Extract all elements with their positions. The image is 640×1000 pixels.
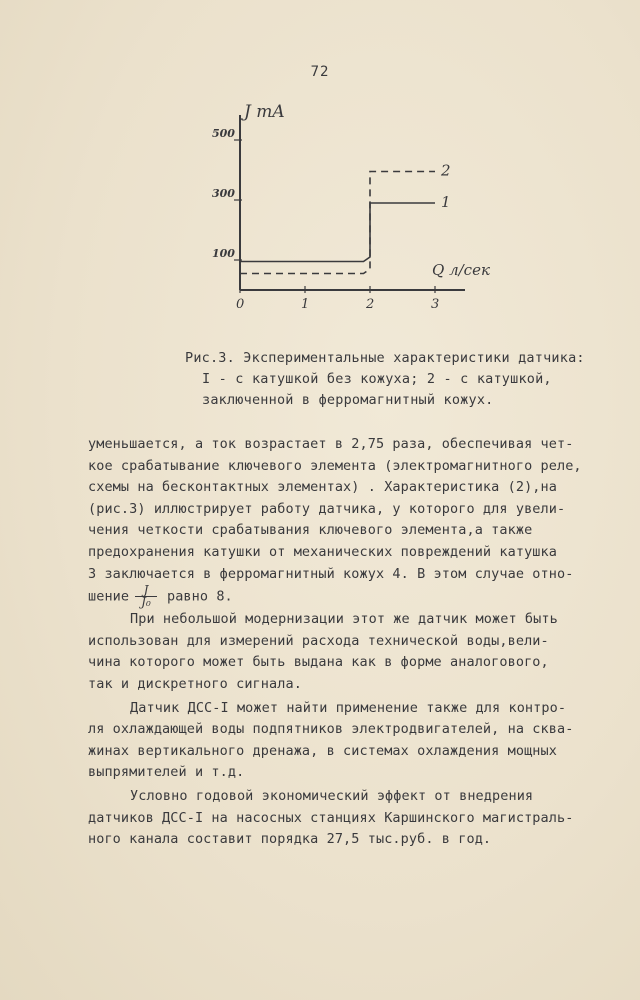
text-line: чения четкости срабатывания ключевого элемента,а также: [88, 522, 533, 539]
text-line: датчиков ДСС-I на насосных станциях Каршинского магистраль-: [88, 809, 574, 826]
curve-label-1: 1: [441, 193, 451, 211]
text-line: схемы на бесконтактных элементах) . Характеристика (2),на: [88, 479, 557, 496]
text-line: Условно годовой экономический эффект от внедрения: [130, 787, 534, 804]
ratio-prefix: шение: [88, 588, 130, 605]
text-line: выпрямителей и т.д.: [88, 764, 245, 781]
text-line: чина которого может быть выдана как в форме аналогового,: [88, 654, 549, 671]
ratio-fraction: [135, 585, 157, 608]
text-line: 3 заключается в ферромагнитный кожух 4. В этом случае отно-: [88, 565, 574, 582]
page-number: 72: [310, 64, 330, 80]
text-line: ного канала составит порядка 27,5 тыс.руб. в год.: [88, 831, 492, 848]
text-line: Датчик ДСС-I может найти применение также для контро-: [130, 699, 567, 716]
x-tick-label: 1: [301, 297, 310, 312]
curve-label-2: 2: [441, 161, 451, 180]
text-line: кое срабатывание ключевого элемента (электромагнитного реле,: [88, 457, 582, 474]
x-axis-label: Q л/сек: [432, 261, 490, 279]
text-line: предохранения катушки от механических повреждений катушка: [88, 543, 557, 560]
curve-label-group: [440, 162, 451, 212]
text-line: ля охлаждающей воды подпятников электродвигателей, на сква-: [88, 721, 574, 738]
y-axis-label: J mA: [244, 102, 285, 122]
caption-line: заключенной в ферромагнитный кожух.: [202, 392, 494, 408]
y-tick-label: 300: [212, 187, 235, 200]
body-text: [88, 434, 588, 851]
paragraph-2: [88, 609, 588, 695]
series-group: [240, 172, 435, 274]
text-line: (рис.3) иллюстрирует работу датчика, у которого для увели-: [88, 500, 566, 517]
ratio-denominator: J₀: [141, 595, 151, 610]
x-tick-label: 2: [366, 297, 375, 312]
ratio-suffix: равно 8.: [166, 588, 233, 605]
y-tick-group: [212, 127, 242, 260]
text-line: уменьшается, а ток возрастает в 2,75 раза, обеспечивая чет-: [88, 436, 574, 452]
y-tick-label: 100: [212, 247, 235, 260]
series-line-1: [240, 203, 435, 262]
text-line: жинах вертикального дренажа, в системах охлаждения мощных: [88, 742, 557, 759]
y-tick-label: 500: [212, 127, 235, 140]
ratio-numerator: J: [135, 585, 157, 597]
x-tick-label: 3: [431, 297, 440, 312]
figure-caption: [185, 348, 605, 411]
characteristics-chart: [200, 95, 500, 320]
caption-line: Рис.3. Экспериментальные характеристики датчика:: [185, 350, 585, 366]
text-line: использован для измерений расхода технической воды,вели-: [88, 632, 549, 649]
text-line: так и дискретного сигнала.: [88, 675, 302, 692]
text-line: При небольшой модернизации этот же датчик может быть: [130, 611, 558, 628]
series-line-2: [240, 172, 435, 274]
paragraph-1: [88, 434, 588, 609]
x-tick-label: 0: [236, 297, 245, 312]
paragraph-4: [88, 786, 588, 851]
paragraph-3: [88, 698, 588, 784]
ratio-line: [88, 585, 588, 609]
caption-line: I - с катушкой без кожуха; 2 - с катушкой,: [202, 371, 552, 387]
